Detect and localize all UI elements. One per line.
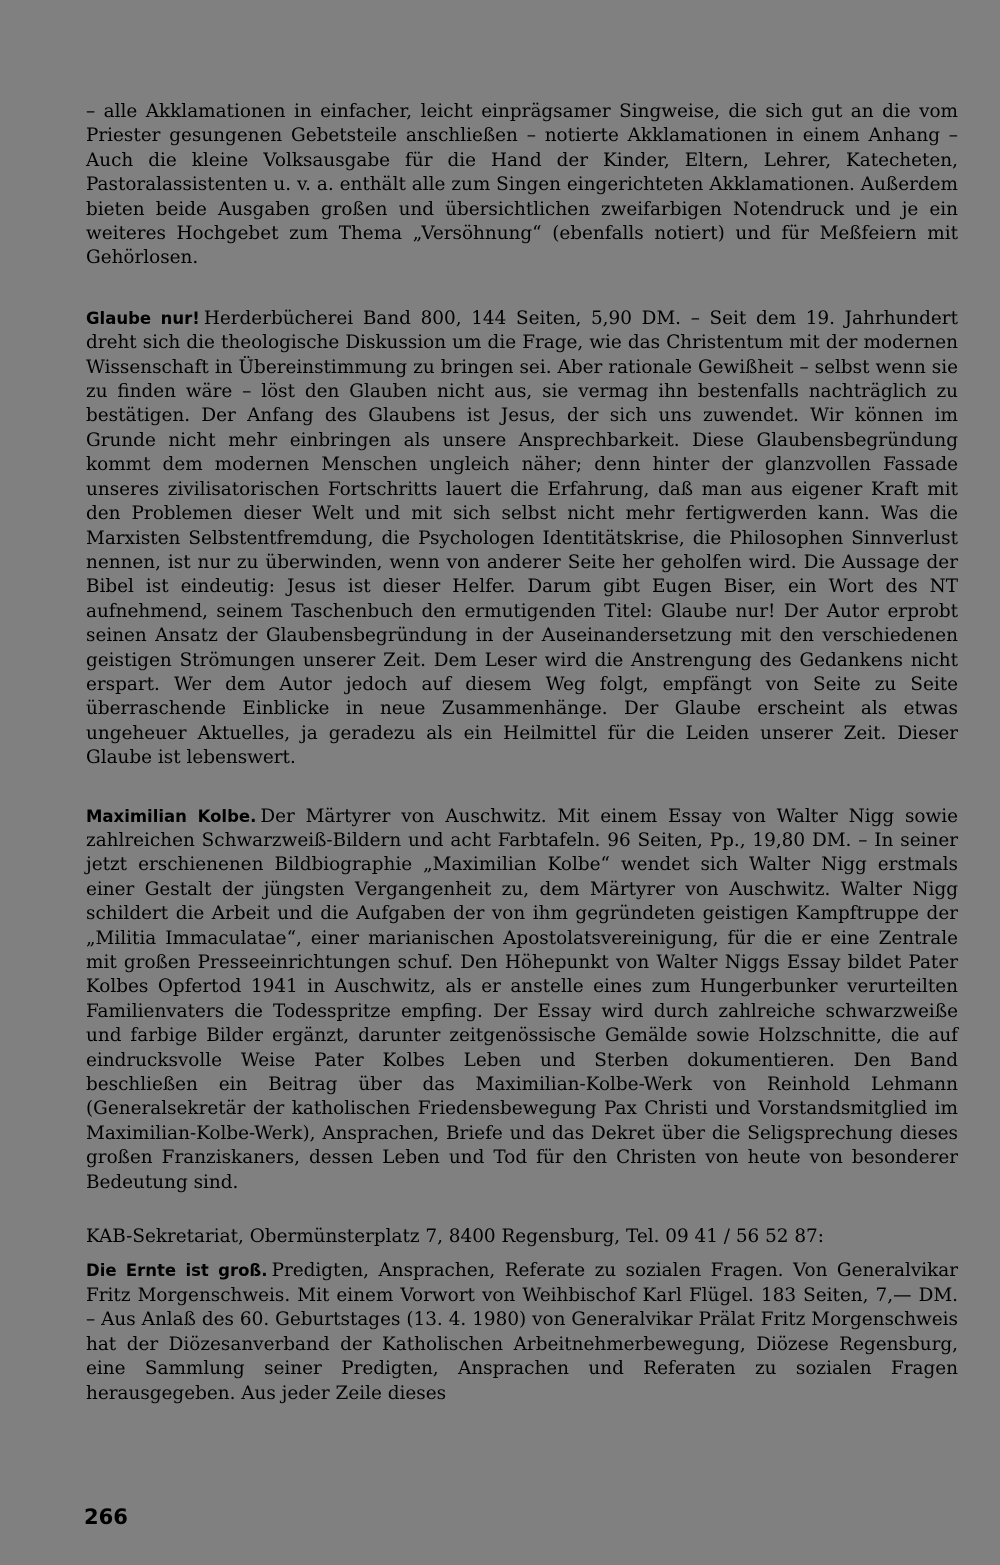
paragraph-glaube: [86, 307, 958, 771]
book-review-kolbe: Der Märtyrer von Auschwitz. Mit einem Essay von Walter Nigg sowie zahlreichen Schwarzweiß-Bildern und acht Farbtafeln. 96 Seiten, Pp., 19,80 DM. – In seiner jetzt erschienenen Bildbiographie „Maximilian Kolbe“ wendet sich Walter Nigg erstmals einer Gestalt der jüngsten Vergangenheit zu, dem Märtyrer von Auschwitz. Walter Nigg schildert die Arbeit und die Aufgaben der von ihm gegründeten geistigen Kampftruppe der „Militia Immaculatae“, einer marianischen Apostolatsvereinigung, für die er eine Zentrale mit großen Presseeinrichtungen schuf. Den Höhepunkt von Walter Niggs Essay bildet Pater Kolbes Opfertod 1941 in Auschwitz, als er anstelle eines zum Hungerbunker verurteilten Familienvaters die Todesspritze empfing. Der Essay wird durch zahlreiche schwarzweiße und farbige Bilder ergänzt, darunter zeitgenössische Gemälde sowie Holzschnitte, die auf eindrucksvolle Weise Pater Kolbes Leben und Sterben dokumentieren. Den Band beschließen ein Beitrag über das Maximilian-Kolbe-Werk von Reinhold Lehmann (Generalsekretär der katholischen Friedensbewegung Pax Christi und Vorstandsmitglied im Maximilian-Kolbe-Werk), Ansprachen, Briefe und das Dekret über die Seligsprechung dieses großen Franziskaners, dessen Leben und Tod für den Christen von heute von besonderer Bedeutung sind.: [86, 805, 958, 1193]
book-title-ernte: Die Ernte ist groß.: [86, 1261, 268, 1281]
publisher-contact: KAB-Sekretariat, Obermünsterplatz 7, 8400 Regensburg, Tel. 09 41 / 56 52 87:: [86, 1226, 824, 1248]
paragraph-spacer: [86, 271, 958, 307]
paragraph-spacer: [86, 1195, 958, 1225]
paragraph-ernte: [86, 1259, 958, 1405]
paragraph-spacer: [86, 1249, 958, 1259]
paragraph-intro: – alle Akklamationen in einfacher, leicht einprägsamer Singweise, die sich gut an die vom Priester gesungenen Gebetsteile anschließen – notierte Akklamationen in einem Anhang – Auch die kleine Volksausgabe für die Hand der Kinder, Eltern, Lehrer, Katecheten, Pastoralassistenten u. v. a. enthält alle zum Singen eingerichteten Akklamationen. Außerdem bieten beide Ausgaben großen und übersichtlichen zweifarbigen Notendruck und je ein weiteres Hochgebet zum Thema „Versöhnung“ (ebenfalls notiert) und für Meßfeiern mit Gehörlosen.: [86, 101, 958, 269]
paragraph-spacer: [86, 771, 958, 805]
document-page: [86, 100, 958, 1406]
book-title-kolbe: Maximilian Kolbe.: [86, 806, 257, 826]
book-title-glaube: Glaube nur!: [86, 308, 200, 328]
page-number: 266: [84, 1505, 128, 1529]
paragraph-kolbe: [86, 805, 958, 1196]
book-review-glaube: Herderbücherei Band 800, 144 Seiten, 5,90 DM. – Seit dem 19. Jahrhundert dreht sich die theologische Diskussion um die Frage, wie das Christentum mit der modernen Wissenschaft in Übereinstimmung zu bringen sei. Aber rationale Gewißheit – selbst wenn sie zu finden wäre – löst den Glauben nicht aus, sie vermag ihn bestenfalls nachträglich zu bestätigen. Der Anfang des Glaubens ist Jesus, der sich uns zuwendet. Wir können im Grunde nicht mehr einbringen als unsere Ansprechbarkeit. Diese Glaubensbegründung kommt dem modernen Menschen ungleich näher; denn hinter der glanzvollen Fassade unseres zivilisatorischen Fortschritts lauert die Erfahrung, daß man aus eigener Kraft mit den Problemen dieser Welt und mit sich selbst nicht mehr fertigwerden kann. Was die Marxisten Selbstentfremdung, die Psychologen Identitätskrise, die Philosophen Sinnverlust nennen, ist nur zu überwinden, wenn von anderer Seite her geholfen wird. Die Aussage der Bibel ist eindeutig: Jesus ist dieser Helfer. Darum gibt Eugen Biser, ein Wort des NT aufnehmend, seinem Taschenbuch den ermutigenden Titel: Glaube nur! Der Autor erprobt seinen Ansatz der Glaubensbegründung in der Auseinandersetzung mit den verschiedenen geistigen Strömungen unserer Zeit. Dem Leser wird die Anstrengung des Gedankens nicht erspart. Wer dem Autor jedoch auf diesem Weg folgt, empfängt von Seite zu Seite überraschende Einblicke in neue Zusammenhänge. Der Glaube erscheint als etwas ungeheuer Aktuelles, ja geradezu als ein Heilmittel für die Leiden unserer Zeit. Dieser Glaube ist lebenswert.: [86, 307, 958, 769]
book-review-ernte: Predigten, Ansprachen, Referate zu sozialen Fragen. Von Generalvikar Fritz Morgenschweis. Mit einem Vorwort von Weihbischof Karl Flügel. 183 Seiten, 7,— DM. – Aus Anlaß des 60. Geburtstages (13. 4. 1980) von Generalvikar Prälat Fritz Morgenschweis hat der Diözesanverband der Katholischen Arbeitnehmerbewegung, Diözese Regensburg, eine Sammlung seiner Predigten, Ansprachen und Referaten zu sozialen Fragen herausgegeben. Aus jeder Zeile dieses: [86, 1260, 959, 1404]
